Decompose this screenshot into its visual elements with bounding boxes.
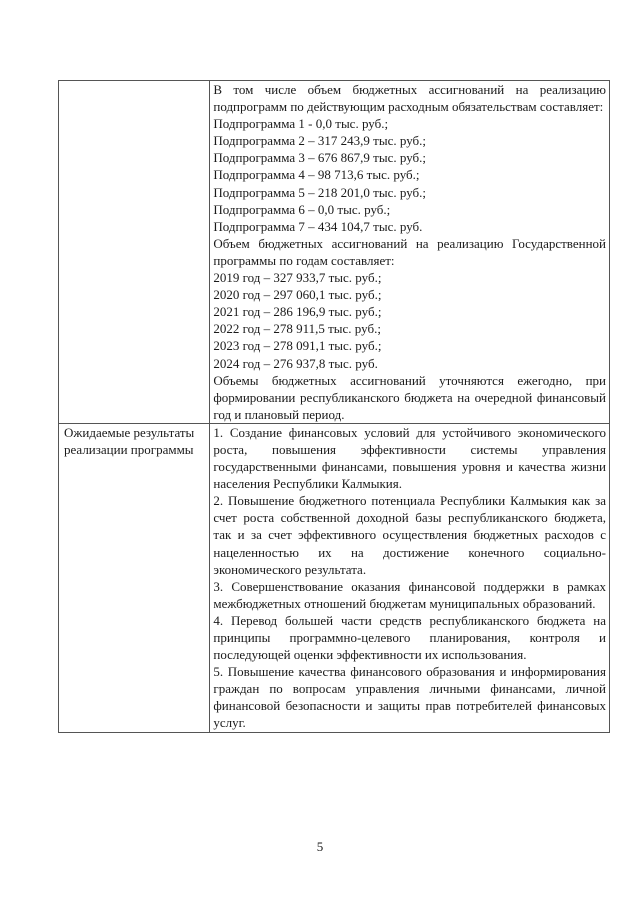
expected-results-label: Ожидаемые результаты реализации программы [64, 424, 195, 457]
year-line: 2024 год – 276 937,8 тыс. руб. [213, 355, 378, 371]
result-item: 3. Совершенствование оказания финансовой поддержки в рамках межбюджетных отношений бюджетам муниципальных образований. [213, 578, 606, 611]
year-line: 2019 год – 327 933,7 тыс. руб.; [213, 270, 382, 286]
table-row-funding [59, 81, 610, 424]
row-results-left-cell [59, 423, 210, 732]
table-row-results [59, 423, 610, 732]
subprogram-line: Подпрограмма 2 – 317 243,9 тыс. руб.; [213, 133, 426, 149]
subprogram-line: Подпрограмма 3 – 676 867,9 тыс. руб.; [213, 150, 426, 166]
result-item: 5. Повышение качества финансового образования и информирования граждан по вопросам управления личными финансами, личной финансовой безопасности и защиты прав потребителей финансовых услуг. [213, 664, 606, 731]
funding-closing-text: Объемы бюджетных ассигнований уточняются ежегодно, при формировании республиканского бюджета на очередной финансовый год и плановый период. [213, 372, 606, 422]
subprogram-line: Подпрограмма 4 – 98 713,6 тыс. руб.; [213, 167, 420, 183]
year-line: 2022 год – 278 911,5 тыс. руб.; [213, 321, 381, 337]
year-line: 2020 год – 297 060,1 тыс. руб.; [213, 287, 382, 303]
row-results-right-cell [210, 423, 610, 732]
subprogram-line: Подпрограмма 5 – 218 201,0 тыс. руб.; [213, 184, 426, 200]
years-intro-text: Объем бюджетных ассигнований на реализацию Государственной программы по годам составляет: [213, 235, 606, 268]
subprogram-line: Подпрограмма 7 – 434 104,7 тыс. руб. [213, 218, 423, 234]
page-number: 5 [316, 839, 324, 854]
subprogram-line: Подпрограмма 6 – 0,0 тыс. руб.; [213, 201, 391, 217]
subprogram-line: Подпрограмма 1 - 0,0 тыс. руб.; [213, 116, 389, 132]
funding-intro-text: В том числе объем бюджетных ассигнований на реализацию подпрограмм по действующим расходным обязательствам составляет: [213, 82, 606, 115]
year-line: 2021 год – 286 196,9 тыс. руб.; [213, 304, 382, 320]
row-funding-left-cell [59, 81, 210, 424]
result-item: 4. Перевод большей части средств республиканского бюджета на принципы программно-целевого планирования, контроля и последующей оценки эффективности их использования. [213, 612, 606, 663]
row-funding-right-cell [210, 81, 610, 424]
program-passport-table [58, 80, 610, 733]
year-line: 2023 год – 278 091,1 тыс. руб.; [213, 338, 382, 354]
result-item: 1. Создание финансовых условий для устойчивого экономического роста, повышения эффективности системы управления государственными финансами, повышения уровня и качества жизни населения Республики Калмыкия. [213, 424, 606, 492]
result-item: 2. Повышение бюджетного потенциала Республики Калмыкия как за счет роста собственной доходной базы республиканского бюджета, так и за счет эффективного осуществления бюджетных расходов с нацеленностью их на достижение конечного социально-экономического результата. [213, 493, 606, 577]
